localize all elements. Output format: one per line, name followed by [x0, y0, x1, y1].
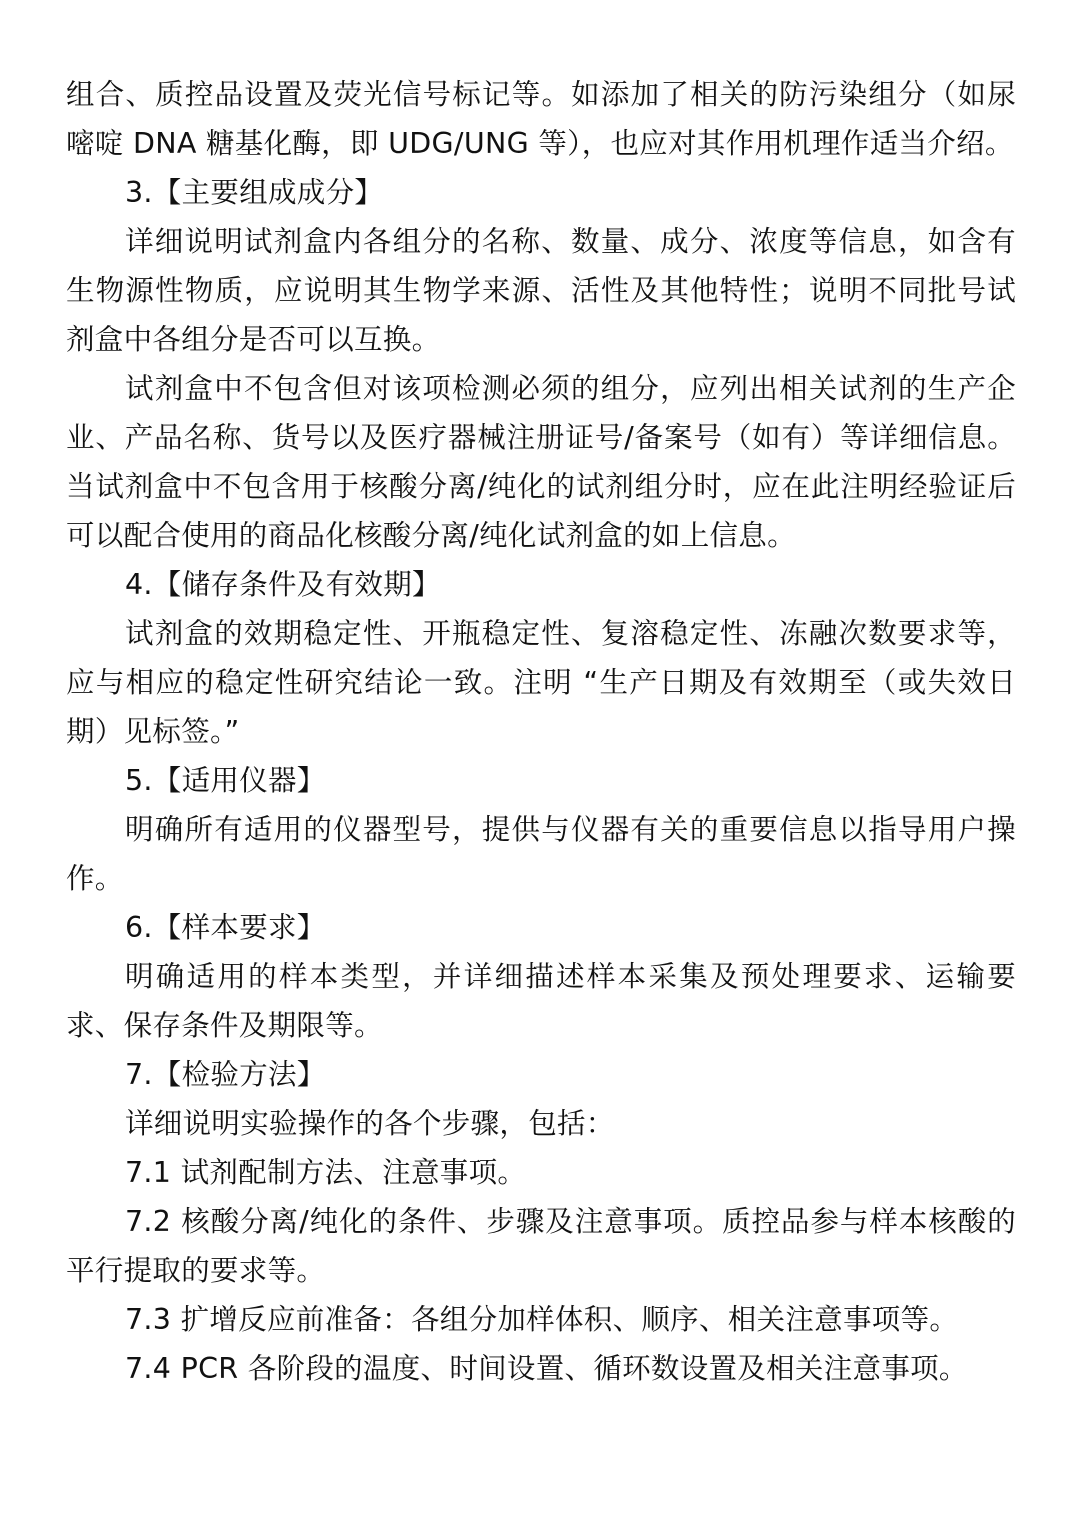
section-heading-storage: 4.【储存条件及有效期】	[125, 568, 441, 601]
section-heading-instruments: 5.【适用仪器】	[125, 764, 326, 797]
section-heading-sample-requirements: 6.【样本要求】	[125, 911, 326, 944]
paragraph-method-step-7-3: 7.3 扩增反应前准备：各组分加样体积、顺序、相关注意事项等。	[125, 1303, 959, 1336]
paragraph-components-detail: 详细说明试剂盒内各组分的名称、数量、成分、浓度等信息，如含有生物源性物质，应说明其生物学来源、活性及其他特性；说明不同批号试剂盒中各组分是否可以互换。	[66, 225, 1016, 356]
paragraph-method-intro: 详细说明实验操作的各个步骤，包括：	[125, 1107, 615, 1140]
paragraph-method-step-7-2: 7.2 核酸分离/纯化的条件、步骤及注意事项。质控品参与样本核酸的平行提取的要求等。	[66, 1205, 1016, 1287]
paragraph-instruments-detail: 明确所有适用的仪器型号，提供与仪器有关的重要信息以指导用户操作。	[66, 813, 1016, 895]
paragraph-sample-detail: 明确适用的样本类型，并详细描述样本采集及预处理要求、运输要求、保存条件及期限等。	[66, 960, 1016, 1042]
paragraph-storage-detail: 试剂盒的效期稳定性、开瓶稳定性、复溶稳定性、冻融次数要求等，应与相应的稳定性研究结论一致。注明 “生产日期及有效期至（或失效日期）见标签。”	[66, 617, 1016, 748]
paragraph-components-external: 试剂盒中不包含但对该项检测必须的组分，应列出相关试剂的生产企业、产品名称、货号以及医疗器械注册证号/备案号（如有）等详细信息。当试剂盒中不包含用于核酸分离/纯化的试剂组分时，应在此注明经验证后可以配合使用的商品化核酸分离/纯化试剂盒的如上信息。	[66, 372, 1016, 552]
section-heading-test-method: 7.【检验方法】	[125, 1058, 326, 1091]
document-page	[66, 70, 1016, 1393]
section-heading-main-components: 3.【主要组成成分】	[125, 176, 384, 209]
paragraph-method-step-7-1: 7.1 试剂配制方法、注意事项。	[125, 1156, 527, 1189]
paragraph-method-step-7-4: 7.4 PCR 各阶段的温度、时间设置、循环数设置及相关注意事项。	[125, 1352, 968, 1385]
paragraph-intro-continued: 组合、质控品设置及荧光信号标记等。如添加了相关的防污染组分（如尿嘧啶 DNA 糖基化酶，即 UDG/UNG 等），也应对其作用机理作适当介绍。	[66, 78, 1016, 160]
